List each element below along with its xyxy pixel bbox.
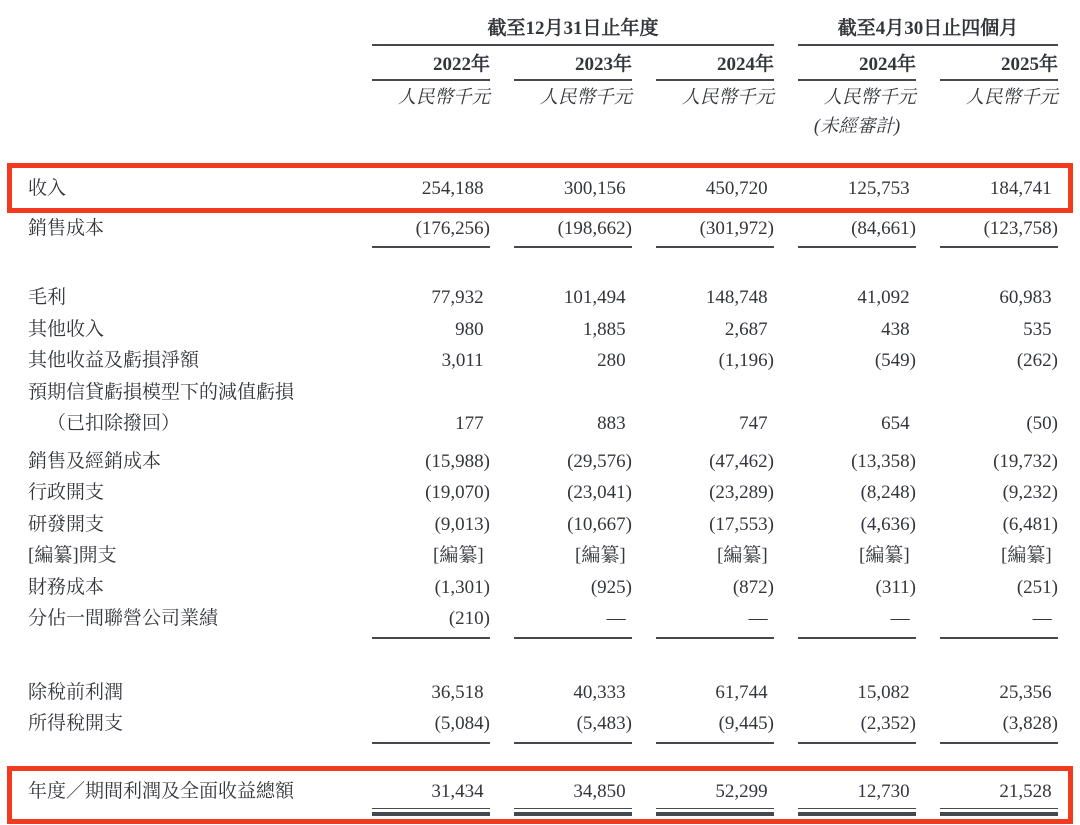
row-label: 其他收益及虧損淨額 (28, 350, 200, 371)
value-cell: [編纂] (859, 545, 910, 566)
value-cell: (1,196) (718, 350, 774, 371)
value-cell: 535 (1023, 318, 1052, 340)
table-row (28, 408, 1080, 440)
period-group-four-months: 截至4月30日止四個月 (798, 16, 1058, 46)
row-label: 銷售成本 (28, 217, 105, 239)
table-row (28, 708, 1080, 744)
value-cell: 747 (739, 413, 768, 434)
value-cell: (198,662) (514, 213, 632, 249)
value-cell: 61,744 (715, 681, 768, 703)
table-row (28, 377, 1080, 409)
currency-unit-label: 人民幣千元 (539, 88, 632, 108)
row-label: 收入 (28, 178, 67, 199)
red-highlight-box (7, 766, 1073, 825)
row-label: 其他收入 (28, 318, 105, 340)
value-cell: 101,494 (563, 287, 626, 308)
table-header-groups (28, 16, 1080, 46)
value-cell (372, 377, 490, 409)
table-row (28, 282, 1080, 314)
red-highlight-box (7, 163, 1073, 213)
table-row (28, 572, 1080, 604)
value-cell: (872) (732, 576, 774, 598)
table-header-years (28, 51, 1080, 81)
row-label: 毛利 (28, 287, 67, 308)
value-cell: (29,576) (567, 450, 632, 472)
row-label: （已扣除撥回） (47, 413, 181, 434)
value-cell: — (656, 603, 774, 639)
value-cell: (50) (1026, 413, 1058, 434)
value-cell: [編纂] (717, 545, 768, 566)
unaudited-label: (未經審計) (813, 117, 901, 137)
value-cell: 438 (881, 318, 910, 340)
value-cell: 177 (455, 413, 484, 434)
value-cell: (9,445) (656, 708, 774, 744)
value-cell: (84,661) (798, 213, 916, 249)
value-cell: 654 (881, 413, 910, 434)
row-label: 所得稅開支 (28, 713, 124, 734)
value-cell: (10,667) (567, 513, 632, 535)
value-cell: (47,462) (709, 450, 774, 472)
table-row (28, 213, 1080, 249)
value-cell: 25,356 (999, 681, 1052, 703)
row-label: 除稅前利潤 (28, 681, 124, 703)
value-cell: (1,301) (434, 576, 490, 598)
value-cell: 148,748 (705, 287, 768, 308)
year-column-header: 2024年 (656, 51, 774, 81)
year-column-header: 2025年 (940, 51, 1058, 81)
value-cell: 77,932 (431, 287, 484, 308)
table-row (28, 446, 1080, 478)
label-column-header (28, 51, 348, 81)
value-cell: — (798, 603, 916, 639)
value-cell: 12,730 (798, 776, 916, 817)
value-cell: 31,434 (372, 776, 490, 817)
table-header-units (28, 83, 1080, 113)
value-cell: 60,983 (999, 287, 1052, 308)
value-cell: — (940, 603, 1058, 639)
table-row (28, 509, 1080, 541)
currency-unit-label: 人民幣千元 (823, 88, 916, 108)
value-cell: 184,741 (989, 178, 1052, 199)
value-cell: (9,013) (434, 513, 490, 535)
value-cell: 36,518 (431, 681, 484, 703)
value-cell: 280 (597, 350, 626, 371)
value-cell: 2,687 (724, 318, 768, 340)
value-cell: 15,082 (857, 681, 910, 703)
year-column-header: 2023年 (514, 51, 632, 81)
row-label: 研發開支 (28, 513, 105, 535)
row-label: 預期信貸虧損模型下的減值虧損 (28, 381, 295, 403)
currency-unit-label: 人民幣千元 (397, 88, 490, 108)
value-cell: 450,720 (705, 178, 768, 199)
value-cell (798, 377, 916, 409)
table-row (28, 345, 1080, 377)
value-cell: [編纂] (575, 545, 626, 566)
value-cell: (262) (1016, 350, 1058, 371)
value-cell: (19,070) (425, 482, 490, 503)
value-cell: 883 (597, 413, 626, 434)
value-cell: (5,483) (514, 708, 632, 744)
value-cell (940, 377, 1058, 409)
row-label: [編纂]開支 (28, 545, 117, 566)
currency-unit-label: 人民幣千元 (681, 88, 774, 108)
table-row (28, 677, 1080, 709)
year-column-header: 2022年 (372, 51, 490, 81)
value-cell: (9,232) (1002, 482, 1058, 503)
value-cell: (210) (372, 603, 490, 639)
value-cell (656, 377, 774, 409)
value-cell: 125,753 (847, 178, 910, 199)
value-cell: (251) (1016, 576, 1058, 598)
value-cell: (15,988) (425, 450, 490, 472)
row-label: 財務成本 (28, 576, 105, 598)
value-cell: 1,885 (582, 318, 626, 340)
value-cell: (549) (874, 350, 916, 371)
value-cell: (13,358) (851, 450, 916, 472)
table-header-unaudited (28, 113, 1080, 141)
row-label: 行政開支 (28, 482, 105, 503)
year-column-header: 2024年 (798, 51, 916, 81)
value-cell: (19,732) (993, 450, 1058, 472)
value-cell: (6,481) (1002, 513, 1058, 535)
value-cell: 40,333 (573, 681, 626, 703)
value-cell: (311) (875, 576, 916, 598)
row-spacer (28, 748, 1080, 766)
value-cell: 41,092 (857, 287, 910, 308)
value-cell: 980 (455, 318, 484, 340)
row-spacer (28, 643, 1080, 677)
row-label: 銷售及經銷成本 (28, 450, 162, 472)
value-cell: (176,256) (372, 213, 490, 249)
value-cell: (3,828) (940, 708, 1058, 744)
value-cell: (23,289) (709, 482, 774, 503)
value-cell: 3,011 (441, 350, 484, 371)
table-row (28, 776, 1058, 817)
value-cell: (5,084) (372, 708, 490, 744)
value-cell: 21,528 (940, 776, 1058, 817)
table-body (28, 163, 1080, 824)
value-cell: (123,758) (940, 213, 1058, 249)
value-cell: [編纂] (433, 545, 484, 566)
table-row (28, 540, 1080, 572)
value-cell: (2,352) (798, 708, 916, 744)
table-row (28, 603, 1080, 639)
label-column-header (28, 16, 348, 46)
value-cell: — (514, 603, 632, 639)
value-cell: (23,041) (567, 482, 632, 503)
currency-unit-label: 人民幣千元 (965, 88, 1058, 108)
value-cell: [編纂] (1001, 545, 1052, 566)
row-spacer (28, 252, 1080, 282)
value-cell: 300,156 (563, 178, 626, 199)
table-row (28, 314, 1080, 346)
value-cell: (17,553) (709, 513, 774, 535)
period-group-annual: 截至12月31日止年度 (372, 16, 774, 46)
value-cell: (4,636) (860, 513, 916, 535)
row-label: 年度／期間利潤及全面收益總額 (28, 780, 295, 802)
table-row (28, 173, 1058, 205)
value-cell: (301,972) (656, 213, 774, 249)
value-cell: 52,299 (656, 776, 774, 817)
row-label: 分佔一間聯營公司業績 (28, 608, 219, 629)
value-cell: (8,248) (860, 482, 916, 503)
value-cell: (925) (590, 576, 632, 598)
value-cell: 34,850 (514, 776, 632, 817)
table-row (28, 477, 1080, 509)
value-cell: 254,188 (421, 178, 484, 199)
value-cell (514, 377, 632, 409)
